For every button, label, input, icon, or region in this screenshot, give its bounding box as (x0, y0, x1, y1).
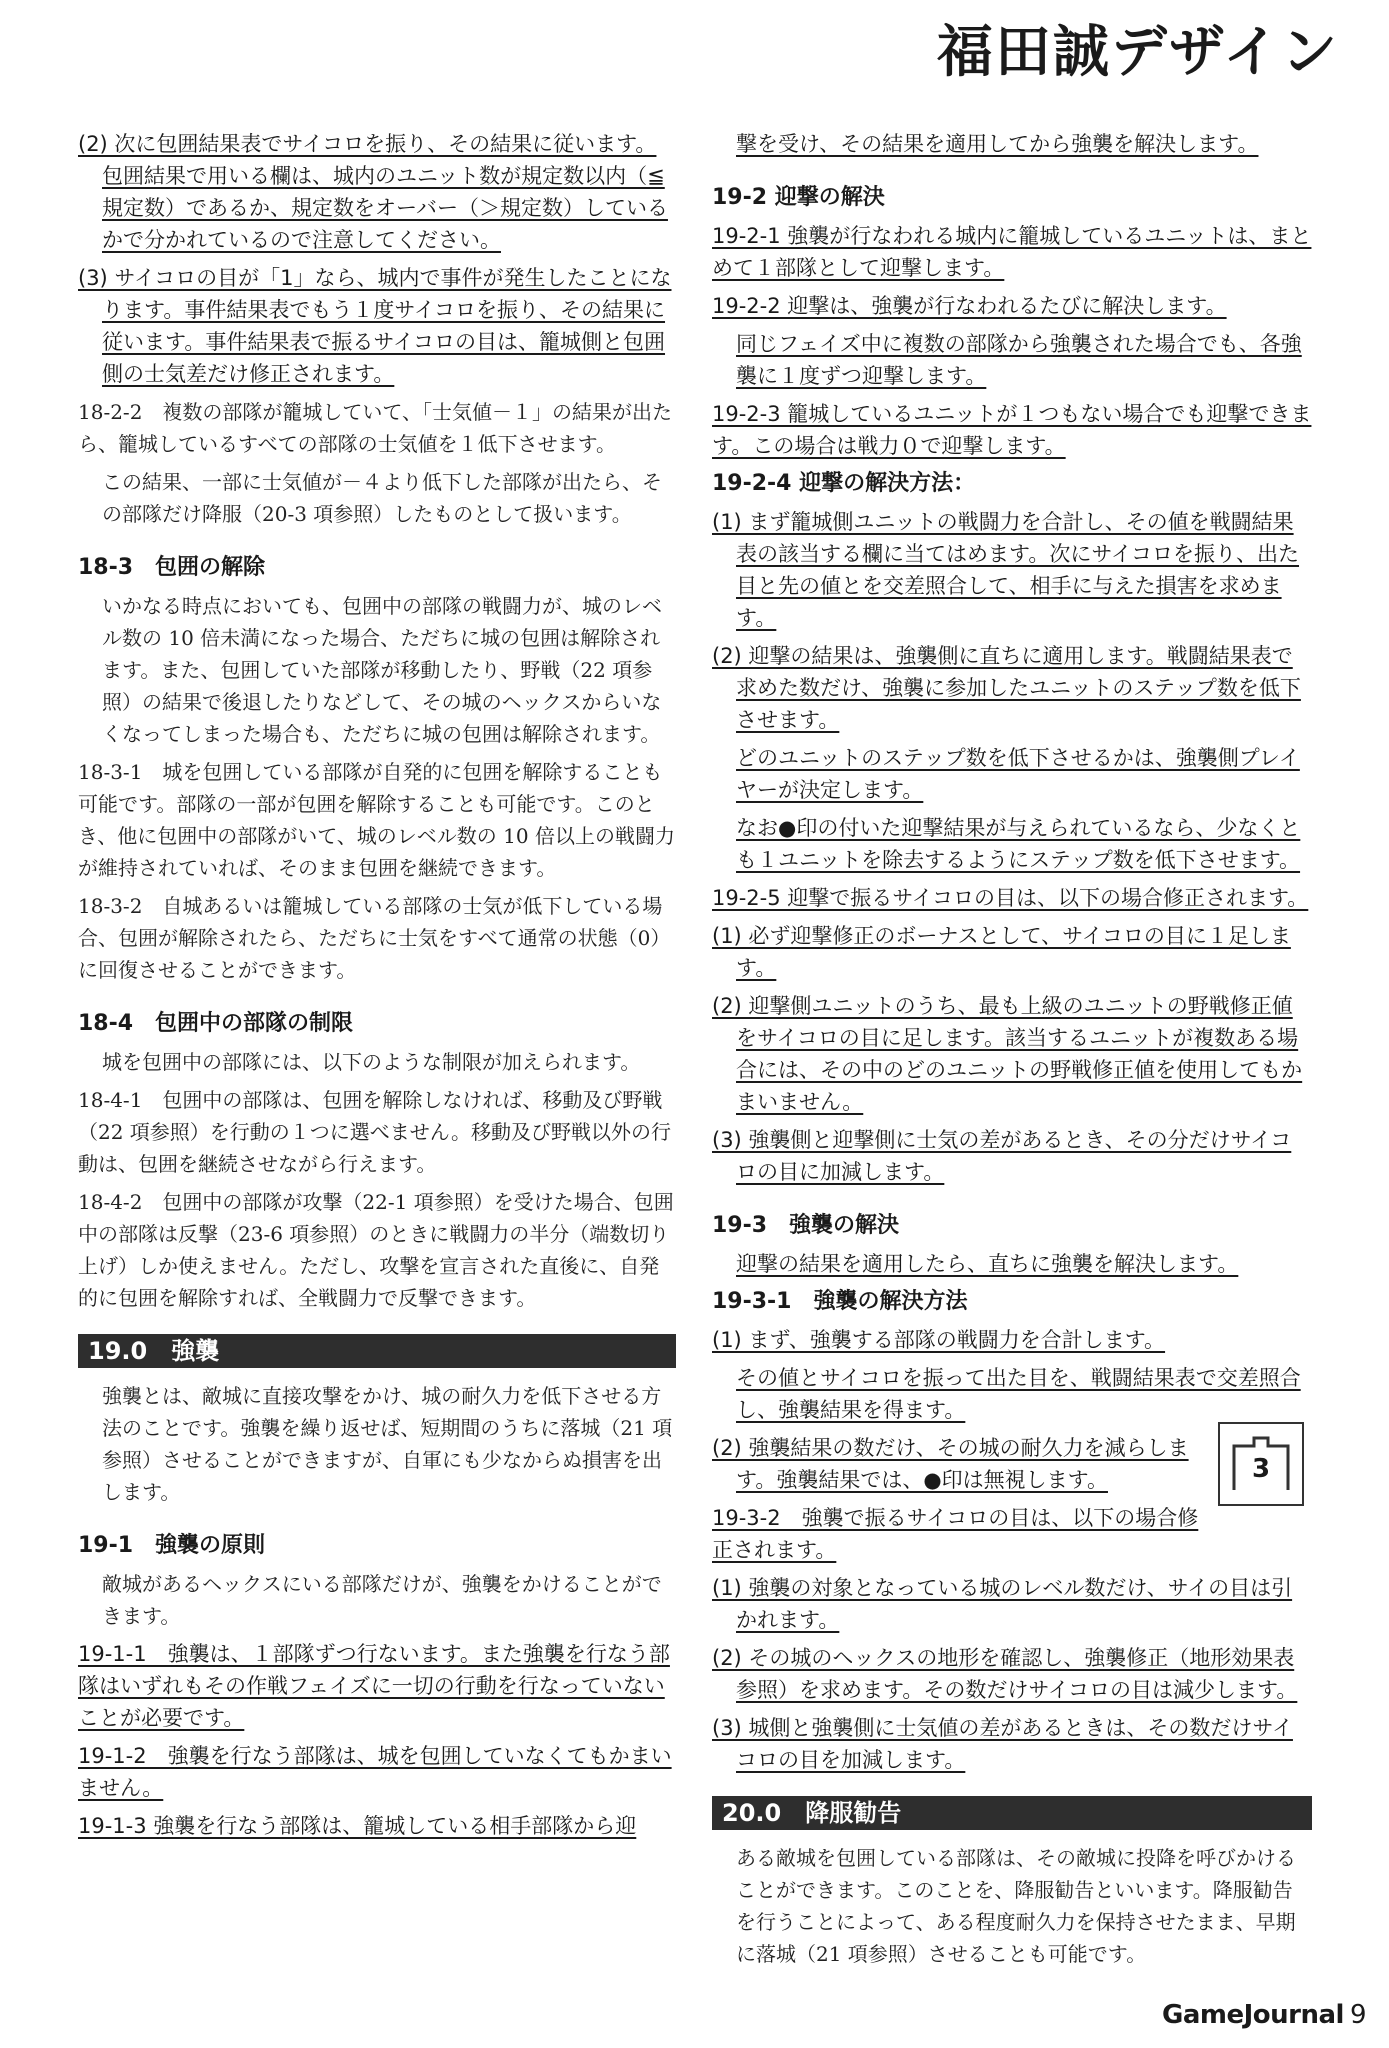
right-text-3: 19-2-2 迎撃は、強襲が行なわれるたびに解決します。 (712, 294, 1227, 318)
left-paragraph-5 (78, 590, 676, 750)
left-text-12: 19.0 強襲 (88, 1337, 220, 1365)
left-column (78, 128, 676, 1848)
right-paragraph-23 (712, 1642, 1312, 1706)
left-paragraph-6 (78, 756, 676, 884)
right-text-4: 同じフェイズ中に複数の部隊から強襲された場合でも、各強襲に１度ずつ迎撃します。 (736, 332, 1302, 388)
left-section-heading-8 (78, 1008, 676, 1040)
right-section-heading-17 (712, 1286, 1312, 1318)
left-paragraph-1 (78, 262, 676, 390)
right-text-2: 19-2-1 強襲が行なわれる城内に籠城しているユニットは、まとめて１部隊として迎撃します。 (712, 224, 1312, 280)
right-text-21: 19-3-2 強襲で振るサイコロの目は、以下の場合修正されます。 (712, 1506, 1199, 1562)
right-section-heading-15 (712, 1210, 1312, 1242)
right-text-12: (1) 必ず迎撃修正のボーナスとして、サイコロの目に１足します。 (712, 924, 1291, 980)
left-text-15: 敵城があるヘックスにいる部隊だけが、強襲をかけることができます。 (102, 1572, 662, 1628)
castle-marker (1218, 1422, 1304, 1506)
right-chapter-heading-bar-25 (712, 1796, 1312, 1830)
left-text-5: いかなる時点においても、包囲中の部隊の戦闘力が、城のレベル数の 10 倍未満になった場合、ただちに城の包囲は解除されます。また、包囲していた部隊が移動したり、野戦（22 項参照）の結果で後退したりなどして、その城のヘックスからいなくなってしまった場合も、ただちに城の包囲は解除されます。 (102, 594, 662, 746)
left-text-18: 19-1-3 強襲を行なう部隊は、籠城している相手部隊から迎 (78, 1814, 637, 1838)
right-paragraph-19 (712, 1362, 1312, 1426)
game-journal-logo: GameJournal (1162, 2000, 1344, 2030)
left-section-heading-4 (78, 552, 676, 584)
right-section-heading-6 (712, 468, 1312, 500)
right-paragraph-16 (712, 1248, 1312, 1280)
right-paragraph-4 (712, 328, 1312, 392)
left-text-3: この結果、一部に士気値が－４より低下した部隊が出たら、その部隊だけ降服（20-3 項参照）したものとして扱います。 (102, 470, 662, 526)
page-title: 福田誠デザイン (936, 19, 1339, 85)
right-text-11: 19-2-5 迎撃で振るサイコロの目は、以下の場合修正されます。 (712, 886, 1309, 910)
right-paragraph-9 (712, 742, 1312, 806)
right-text-18: (1) まず、強襲する部隊の戦闘力を合計します。 (712, 1328, 1166, 1352)
right-text-23: (2) その城のヘックスの地形を確認し、強襲修正（地形効果表参照）を求めます。その数だけサイコロの目は減少します。 (712, 1646, 1298, 1702)
right-text-6: 19-2-4 迎撃の解決方法： (712, 471, 976, 496)
left-paragraph-18 (78, 1810, 676, 1842)
left-text-11: 18-4-2 包囲中の部隊が攻撃（22-1 項参照）を受けた場合、包囲中の部隊は反撃（23-6 項参照）のときに戦闘力の半分（端数切り上げ）しか使えません。ただし、攻撃を宣言された直後に、自発的に包囲を解除すれば、全戦闘力で反撃できます。 (78, 1190, 674, 1310)
right-paragraph-13 (712, 990, 1312, 1118)
left-text-0: (2) 次に包囲結果表でサイコロを振り、その結果に従います。包囲結果で用いる欄は、城内のユニット数が規定数以内（≦規定数）であるか、規定数をオーバー（＞規定数）しているかで分かれているので注意してください。 (78, 132, 668, 252)
right-paragraph-11 (712, 882, 1312, 914)
right-paragraph-22 (712, 1572, 1312, 1636)
right-paragraph-21 (712, 1502, 1200, 1566)
left-text-4: 18-3 包囲の解除 (78, 555, 266, 580)
right-section-heading-1 (712, 182, 1312, 214)
left-paragraph-10 (78, 1084, 676, 1180)
right-column (712, 128, 1312, 1976)
left-paragraph-9 (78, 1046, 676, 1078)
right-text-7: (1) まず籠城側ユニットの戦闘力を合計し、その値を戦闘結果表の該当する欄に当てはめます。次にサイコロを振り、出た目と先の値とを交差照合して、相手に与えた損害を求めます。 (712, 510, 1300, 630)
left-text-17: 19-1-2 強襲を行なう部隊は、城を包囲していなくてもかまいません。 (78, 1744, 672, 1800)
right-paragraph-20 (712, 1432, 1224, 1496)
left-text-2: 18-2-2 複数の部隊が籠城していて、「士気値－１」の結果が出たら、籠城しているすべての部隊の士気値を１低下させます。 (78, 400, 673, 456)
right-paragraph-10 (712, 812, 1312, 876)
left-section-heading-14 (78, 1530, 676, 1562)
left-text-16: 19-1-1 強襲は、１部隊ずつ行ないます。また強襲を行なう部隊はいずれもその作戦フェイズに一切の行動を行なっていないことが必要です。 (78, 1642, 670, 1730)
right-text-17: 19-3-1 強襲の解決方法 (712, 1289, 968, 1314)
right-paragraph-8 (712, 640, 1312, 736)
left-paragraph-7 (78, 890, 676, 986)
right-paragraph-18 (712, 1324, 1312, 1356)
right-text-24: (3) 城側と強襲側に士気値の差があるときは、その数だけサイコロの目を加減します。 (712, 1716, 1293, 1772)
right-text-16: 迎撃の結果を適用したら、直ちに強襲を解決します。 (736, 1252, 1239, 1276)
right-paragraph-2 (712, 220, 1312, 284)
left-text-10: 18-4-1 包囲中の部隊は、包囲を解除しなければ、移動及び野戦（22 項参照）を行動の１つに選べません。移動及び野戦以外の行動は、包囲を継続させながら行えます。 (78, 1088, 672, 1176)
left-paragraph-3 (78, 466, 676, 530)
right-text-20: (2) 強襲結果の数だけ、その城の耐久力を減らします。強襲結果では、●印は無視します。 (712, 1436, 1189, 1492)
left-text-13: 強襲とは、敵城に直接攻撃をかけ、城の耐久力を低下させる方法のことです。強襲を繰り返せば、短期間のうちに落城（21 項参照）させることができますが、自軍にも少なからぬ損害を出します。 (102, 1384, 673, 1504)
left-chapter-heading-bar-12 (78, 1334, 676, 1368)
left-paragraph-2 (78, 396, 676, 460)
right-text-10: なお●印の付いた迎撃結果が与えられているなら、少なくとも１ユニットを除去するようにステップ数を低下させます。 (736, 816, 1301, 872)
left-paragraph-16 (78, 1638, 676, 1734)
right-text-26: ある敵城を包囲している部隊は、その敵城に投降を呼びかけることができます。このことを、降服勧告といいます。降服勧告を行うことによって、ある程度耐久力を保持させたまま、早期に落城（21 項参照）させることも可能です。 (736, 1846, 1296, 1966)
right-paragraph-3 (712, 290, 1312, 322)
left-paragraph-13 (78, 1380, 676, 1508)
right-text-13: (2) 迎撃側ユニットのうち、最も上級のユニットの野戦修正値をサイコロの目に足します。該当するユニットが複数ある場合には、その中のどのユニットの野戦修正値を使用してもかまいません。 (712, 994, 1303, 1114)
left-paragraph-11 (78, 1186, 676, 1314)
left-paragraph-17 (78, 1740, 676, 1804)
right-text-8: (2) 迎撃の結果は、強襲側に直ちに適用します。戦闘結果表で求めた数だけ、強襲に参加したユニットのステップ数を低下させます。 (712, 644, 1301, 732)
right-paragraph-24 (712, 1712, 1312, 1776)
right-text-25: 20.0 降服勧告 (722, 1799, 902, 1827)
left-text-9: 城を包囲中の部隊には、以下のような制限が加えられます。 (102, 1050, 641, 1074)
right-paragraph-7 (712, 506, 1312, 634)
right-text-15: 19-3 強襲の解決 (712, 1213, 900, 1238)
left-text-8: 18-4 包囲中の部隊の制限 (78, 1011, 354, 1036)
right-text-1: 19-2 迎撃の解決 (712, 185, 885, 210)
right-text-5: 19-2-3 籠城しているユニットが１つもない場合でも迎撃できます。この場合は戦力０で迎撃します。 (712, 402, 1312, 458)
left-paragraph-15 (78, 1568, 676, 1632)
left-text-6: 18-3-1 城を包囲している部隊が自発的に包囲を解除することも可能です。部隊の一部が包囲を解除することも可能です。このとき、他に包囲中の部隊がいて、城のレベル数の 10 倍以上の戦闘力が維持されていれば、そのまま包囲を継続できます。 (78, 760, 675, 880)
right-paragraph-12 (712, 920, 1312, 984)
right-text-22: (1) 強襲の対象となっている城のレベル数だけ、サイの目は引かれます。 (712, 1576, 1293, 1632)
right-text-0: 撃を受け、その結果を適用してから強襲を解決します。 (736, 132, 1259, 156)
right-paragraph-26 (712, 1842, 1312, 1970)
right-paragraph-0 (712, 128, 1312, 160)
right-text-9: どのユニットのステップ数を低下させるかは、強襲側プレイヤーが決定します。 (736, 746, 1300, 802)
left-text-14: 19-1 強襲の原則 (78, 1533, 266, 1558)
left-text-7: 18-3-2 自城あるいは籠城している部隊の士気が低下している場合、包囲が解除されたら、ただちに士気をすべて通常の状態（0）に回復させることができます。 (78, 894, 671, 982)
page-number: 9 (1350, 2000, 1367, 2030)
castle-level-number: 3 (1251, 1454, 1271, 1484)
left-text-1: (3) サイコロの目が「1」なら、城内で事件が発生したことになります。事件結果表でもう１度サイコロを振り、その結果に従います。事件結果表で振るサイコロの目は、籠城側と包囲側の士気差だけ修正されます。 (78, 266, 672, 386)
right-text-19: その値とサイコロを振って出た目を、戦闘結果表で交差照合し、強襲結果を得ます。 (736, 1366, 1301, 1422)
left-paragraph-0 (78, 128, 676, 256)
right-paragraph-5 (712, 398, 1312, 462)
right-text-14: (3) 強襲側と迎撃側に士気の差があるとき、その分だけサイコロの目に加減します。 (712, 1128, 1292, 1184)
right-paragraph-14 (712, 1124, 1312, 1188)
